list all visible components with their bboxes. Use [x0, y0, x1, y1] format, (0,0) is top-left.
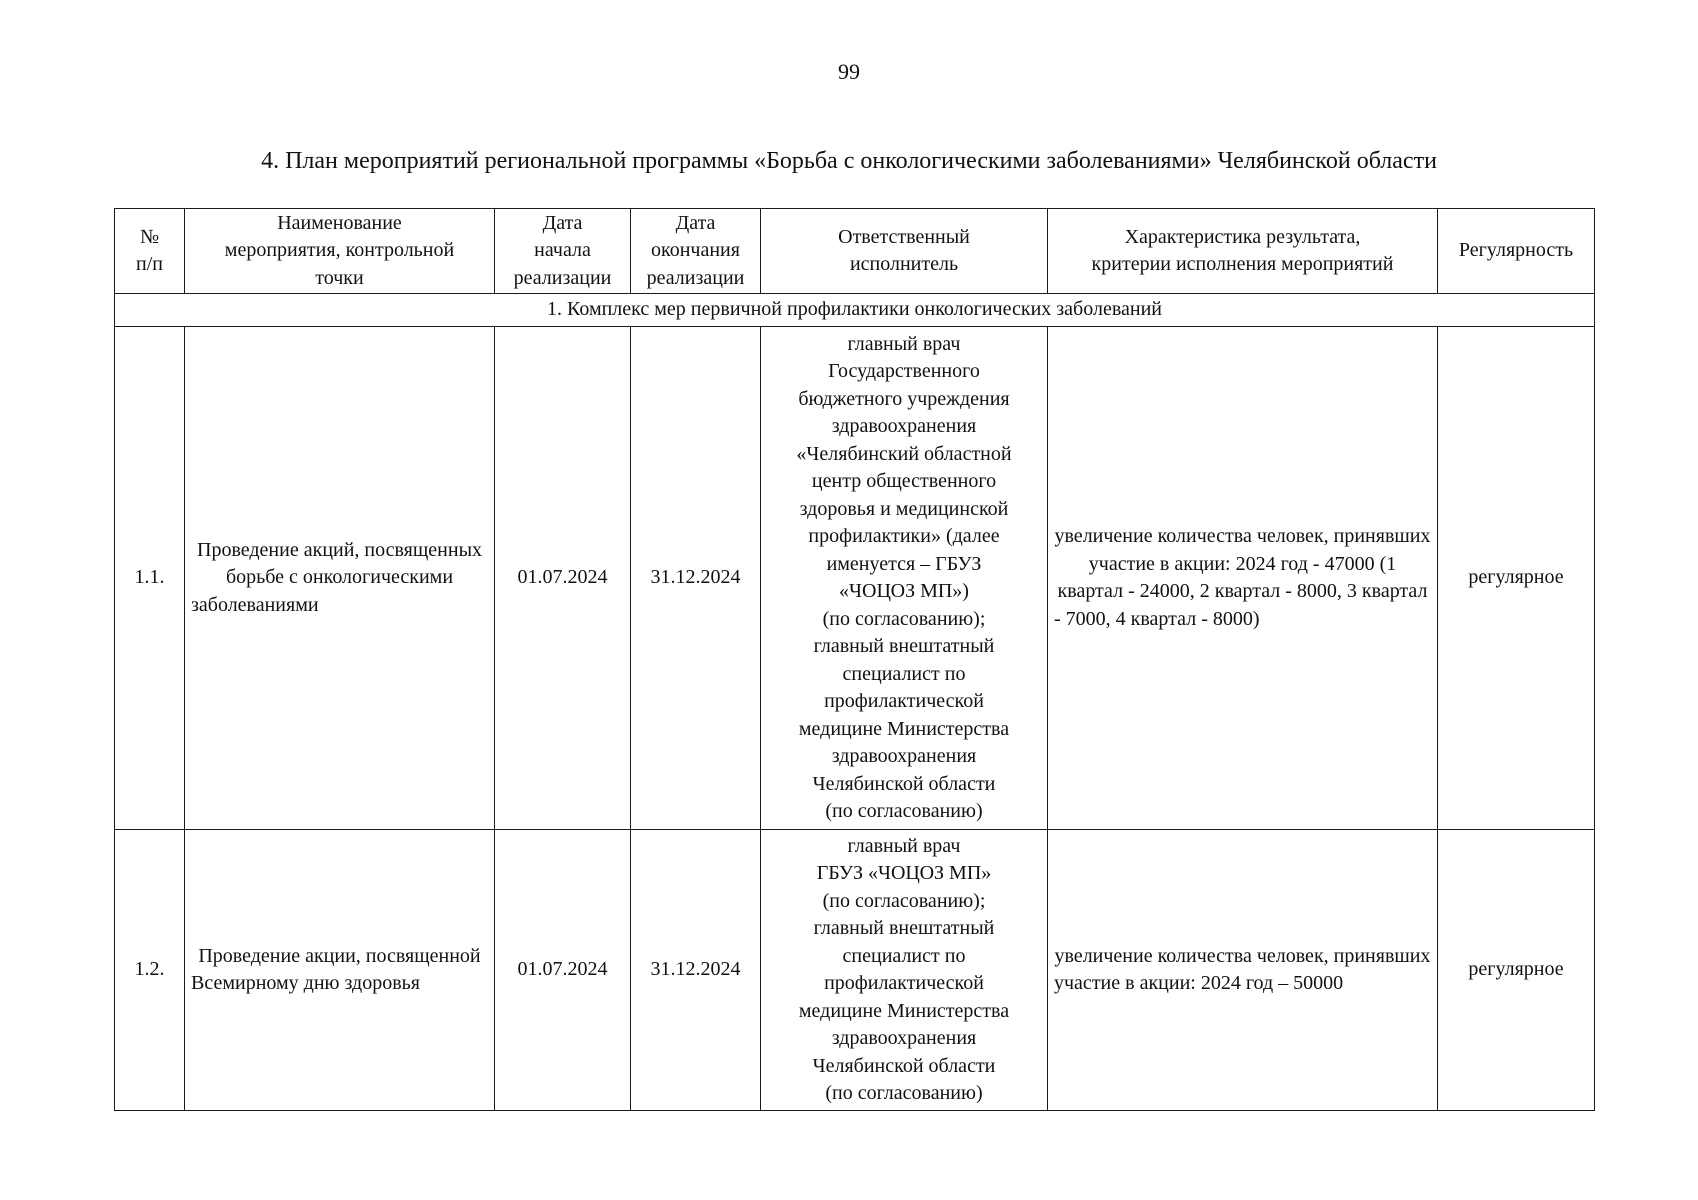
table-row: [115, 327, 1595, 830]
table-header-row: [115, 209, 1595, 294]
row-regularity: регулярное: [1438, 830, 1595, 1111]
section-title: 1. Комплекс мер первичной профилактики онкологических заболеваний: [115, 294, 1595, 327]
row-name: Проведение акции, посвященной Всемирному дню здоровья: [185, 830, 495, 1111]
row-number: 1.2.: [115, 830, 185, 1111]
row-start-date: 01.07.2024: [495, 327, 631, 830]
table-row: [115, 830, 1595, 1111]
row-result: увеличение количества человек, принявших участие в акции: 2024 год – 50000: [1048, 830, 1438, 1111]
plan-table: [114, 208, 1595, 1111]
header-end-date: Дата окончания реализации: [631, 209, 761, 294]
header-result: Характеристика результата, критерии исполнения мероприятий: [1048, 209, 1438, 294]
row-executor: главный врач Государственного бюджетного учреждения здравоохранения «Челябинский областной центр общественного здоровья и медицинской профилактики» (далее именуется – ГБУЗ «ЧОЦОЗ МП») (по согласованию); главный внештатный специалист по профилактической медицине Министерства здравоохранения Челябинской области (по согласованию): [761, 327, 1048, 830]
row-end-date: 31.12.2024: [631, 830, 761, 1111]
row-name: Проведение акций, посвященных борьбе с онкологическими заболеваниями: [185, 327, 495, 830]
header-executor: Ответственный исполнитель: [761, 209, 1048, 294]
row-executor: главный врач ГБУЗ «ЧОЦОЗ МП» (по согласованию); главный внештатный специалист по профилактической медицине Министерства здравоохранения Челябинской области (по согласованию): [761, 830, 1048, 1111]
document-title: 4. План мероприятий региональной программы «Борьба с онкологическими заболеваниями» Челябинской области: [261, 148, 1437, 174]
row-result: увеличение количества человек, принявших участие в акции: 2024 год - 47000 (1 квартал - 24000, 2 квартал - 8000, 3 квартал - 7000, 4 квартал - 8000): [1048, 327, 1438, 830]
row-regularity: регулярное: [1438, 327, 1595, 830]
header-regularity: Регулярность: [1438, 209, 1595, 294]
header-start-date: Дата начала реализации: [495, 209, 631, 294]
row-number: 1.1.: [115, 327, 185, 830]
page-number: 99: [838, 59, 860, 84]
row-start-date: 01.07.2024: [495, 830, 631, 1111]
header-number: № п/п: [115, 209, 185, 294]
row-end-date: 31.12.2024: [631, 327, 761, 830]
section-row: [115, 294, 1595, 327]
header-name: Наименование мероприятия, контрольной точки: [185, 209, 495, 294]
